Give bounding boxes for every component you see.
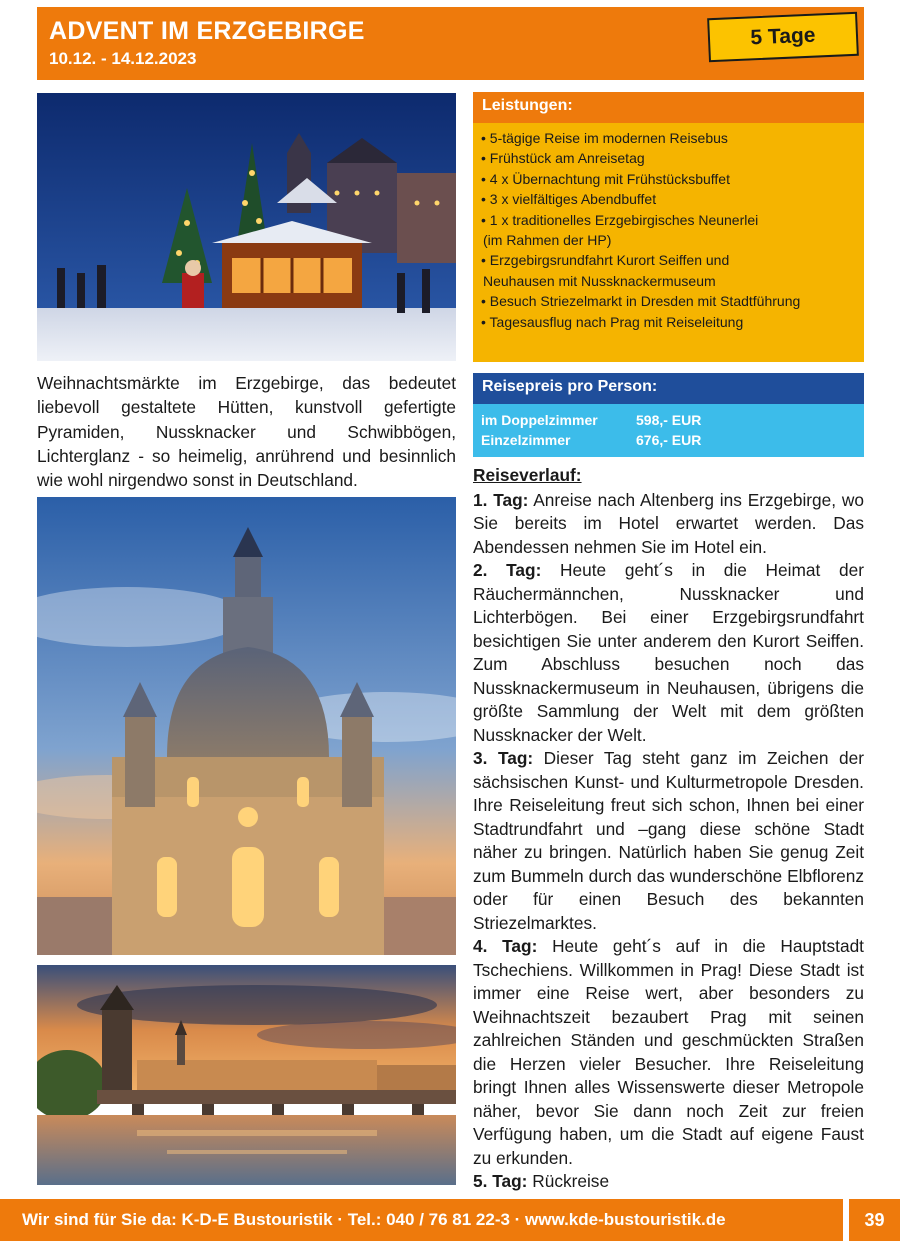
itinerary-day	[473, 489, 864, 560]
itinerary-day	[473, 747, 864, 935]
day-text: Anreise nach Altenberg ins Erzgebirge, wo Sie bereits im Hotel erwartet werden. Das Abendessen nehmen Sie im Hotel ein.	[473, 489, 864, 557]
list-item: • 4 x Übernachtung mit Frühstücksbuffet	[481, 170, 730, 187]
price-heading: Reisepreis pro Person:	[473, 373, 864, 404]
christmas-market-photo	[37, 93, 456, 361]
day-text: Dieser Tag steht ganz im Zeichen der sächsischen Kunst- und Kulturmetropole Dresden. Ihre Reiseleitung freut sich schon, Ihnen bei einer Stadtrundfahrt und –gang diese schöne Stadt näher zu bringen. Natürlich haben Sie genug Zeit zum Bummeln durch das wunderschöne Elbflorenz oder für einen Besuch des bekannten Striezelmarktes.	[473, 748, 864, 933]
duration-badge: 5 Tage	[707, 12, 859, 63]
day-text: Rückreise	[527, 1171, 610, 1191]
itinerary-day	[473, 559, 864, 747]
day-label: 1. Tag:	[473, 489, 529, 510]
price-row	[481, 430, 856, 450]
itinerary-day	[473, 1170, 864, 1194]
list-item: (im Rahmen der HP)	[483, 232, 612, 249]
travel-dates: 10.12. - 14.12.2023	[49, 49, 197, 68]
list-item: • 3 x vielfältiges Abendbuffet	[481, 191, 657, 208]
list-item: • Tagesausflug nach Prag mit Reiseleitung	[481, 313, 744, 330]
day-text: Heute geht´s auf in die Hauptstadt Tschechiens. Willkommen in Prag! Diese Stadt ist immer eine Reise wert, aber besonders zu Weihnachtszeit bezaubert Prag mit seinen zahlreichen Ständen und geschmückten Straßen die Herzen vieler Besucher. Ihre Reiseleitung bringt Ihnen alles Wissenswerte dieser Metropole näher, bevor Sie dann noch Zeit zur freien Verfügung haben, um die Stadt auf eigene Faust zu erkunden.	[473, 936, 864, 1168]
services-list	[473, 123, 864, 332]
list-item: • Frühstück am Anreisetag	[481, 150, 645, 167]
list-item: • 1 x traditionelles Erzgebirgisches Neunerlei	[481, 211, 759, 228]
price-table	[473, 404, 864, 457]
frauenkirche-photo	[37, 497, 456, 955]
services-heading: Leistungen:	[473, 92, 864, 123]
price-value: 598,- EUR	[636, 412, 702, 428]
list-item: • 5-tägige Reise im modernen Reisebus	[481, 130, 728, 146]
contact-footer: Wir sind für Sie da: K-D-E Bustouristik · Tel.: 040 / 76 81 22-3 · www.kde-bustouristik.de	[0, 1199, 843, 1241]
page-number: 39	[849, 1199, 900, 1241]
day-label: 5. Tag:	[473, 1171, 528, 1191]
itinerary-day	[473, 935, 864, 1170]
list-item: • Besuch Striezelmarkt in Dresden mit Stadtführung	[481, 293, 801, 310]
day-label: 3. Tag:	[473, 748, 534, 768]
price-label: im Doppelzimmer	[481, 412, 598, 428]
price-value: 676,- EUR	[636, 432, 702, 448]
day-label: 2. Tag:	[473, 560, 542, 580]
title-banner	[37, 7, 864, 80]
list-item: Neuhausen mit Nussknackermuseum	[483, 272, 716, 289]
itinerary	[473, 464, 864, 1194]
services-box	[473, 92, 864, 362]
list-item: • Erzgebirgsrundfahrt Kurort Seiffen und	[481, 252, 730, 269]
day-text: Heute geht´s in die Heimat der Räuchermännchen, Nussknacker und Lichterbögen. Bei einer Erzgebirgsrundfahrt besichtigen Sie unter anderem den Kurort Seiffen. Zum Abschluss besuchen noch das Nussknackermuseum in Neuhausen, übrigens die größte Sammlung der Welt mit dem größten Nussknacker der Welt.	[473, 560, 864, 745]
page-title: ADVENT IM ERZGEBIRGE	[49, 17, 365, 45]
day-label: 4. Tag:	[473, 936, 538, 956]
price-row	[481, 410, 856, 430]
price-box	[473, 373, 864, 457]
intro-text: Weihnachtsmärkte im Erzgebirge, das bedeutet liebevoll gestaltete Hütten, kunstvoll gefertigte Pyramiden, Nussknacker und Schwibbögen, Lichterglanz - so heimelig, anrührend und besinnlich wie wohl nirgendwo sonst in Deutschland.	[37, 373, 456, 491]
prague-photo	[37, 965, 456, 1185]
itinerary-heading: Reiseverlauf:	[473, 465, 582, 485]
price-label: Einzelzimmer	[481, 432, 571, 448]
